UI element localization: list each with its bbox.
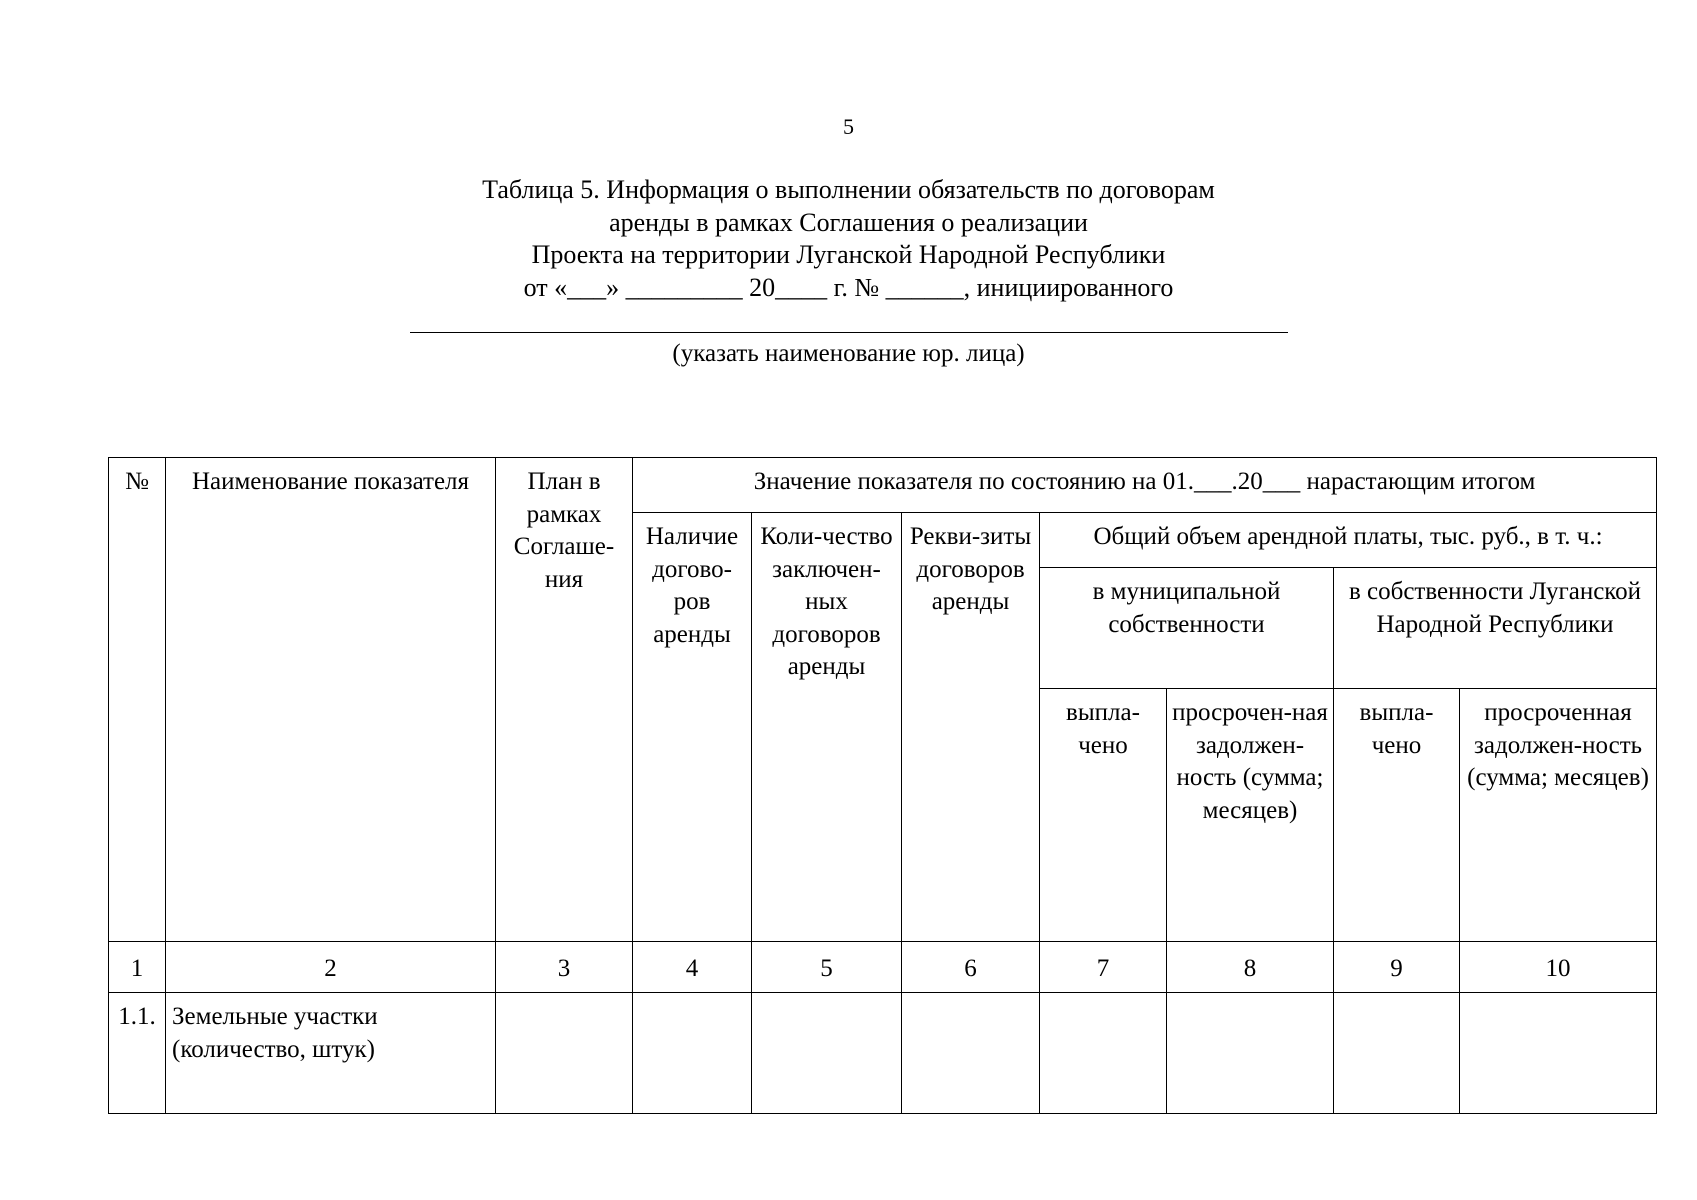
legal-entity-caption: (указать наименование юр. лица) (672, 340, 1025, 367)
column-number: 10 (1460, 942, 1657, 993)
title-line-4: от «___» _________ 20____ г. № ______, инициированного (523, 272, 1174, 302)
table-cell (1040, 993, 1167, 1114)
column-number: 2 (166, 942, 496, 993)
table-cell (1167, 993, 1334, 1114)
header-municipal-overdue: просрочен-ная задолжен-ность (сумма; месяцев) (1167, 689, 1334, 942)
page-number: 5 (843, 114, 854, 139)
table-cell (633, 993, 752, 1114)
column-number: 6 (902, 942, 1040, 993)
header-republic-overdue: просроченная задолжен-ность (сумма; месяцев) (1460, 689, 1657, 942)
header-contracts-count: Коли-чество заключен-ных договоров аренды (752, 513, 902, 942)
header-municipal-paid: выпла-чено (1040, 689, 1167, 942)
row-indicator-name: Земельные участки (количество, штук) (166, 993, 496, 1114)
title-line-3: Проекта на территории Луганской Народной Республики (531, 240, 1166, 269)
title-line-2: аренды в рамках Соглашения о реализации (609, 207, 1088, 237)
table-cell (496, 993, 633, 1114)
header-rent-total: Общий объем арендной платы, тыс. руб., в т. ч.: (1040, 513, 1657, 568)
header-municipal: в муниципальной собственности (1040, 568, 1334, 689)
table-row (109, 993, 1657, 1114)
column-numbers-row (109, 942, 1657, 993)
legal-entity-name-line (410, 332, 1288, 333)
column-number: 4 (633, 942, 752, 993)
header-no: № (109, 458, 166, 942)
table-title (0, 174, 1697, 304)
column-number: 7 (1040, 942, 1167, 993)
header-contracts-present: Наличие догово-ров аренды (633, 513, 752, 942)
header-indicator-name: Наименование показателя (166, 458, 496, 942)
column-number: 8 (1167, 942, 1334, 993)
table-cell (902, 993, 1040, 1114)
column-number: 3 (496, 942, 633, 993)
table-cell (1334, 993, 1460, 1114)
table-cell (752, 993, 902, 1114)
lease-obligations-table (108, 457, 1657, 1114)
column-number: 1 (109, 942, 166, 993)
row-number: 1.1. (109, 993, 166, 1114)
header-republic-paid: выпла-чено (1334, 689, 1460, 942)
header-plan: План в рамках Соглаше-ния (496, 458, 633, 942)
title-line-1: Таблица 5. Информация о выполнении обязательств по договорам (482, 175, 1215, 204)
table-cell (1460, 993, 1657, 1114)
header-value-group: Значение показателя по состоянию на 01.___.20___ нарастающим итогом (633, 458, 1657, 513)
column-number: 9 (1334, 942, 1460, 993)
header-republic: в собственности Луганской Народной Республики (1334, 568, 1657, 689)
column-number: 5 (752, 942, 902, 993)
header-contracts-details: Рекви-зиты договоров аренды (902, 513, 1040, 942)
